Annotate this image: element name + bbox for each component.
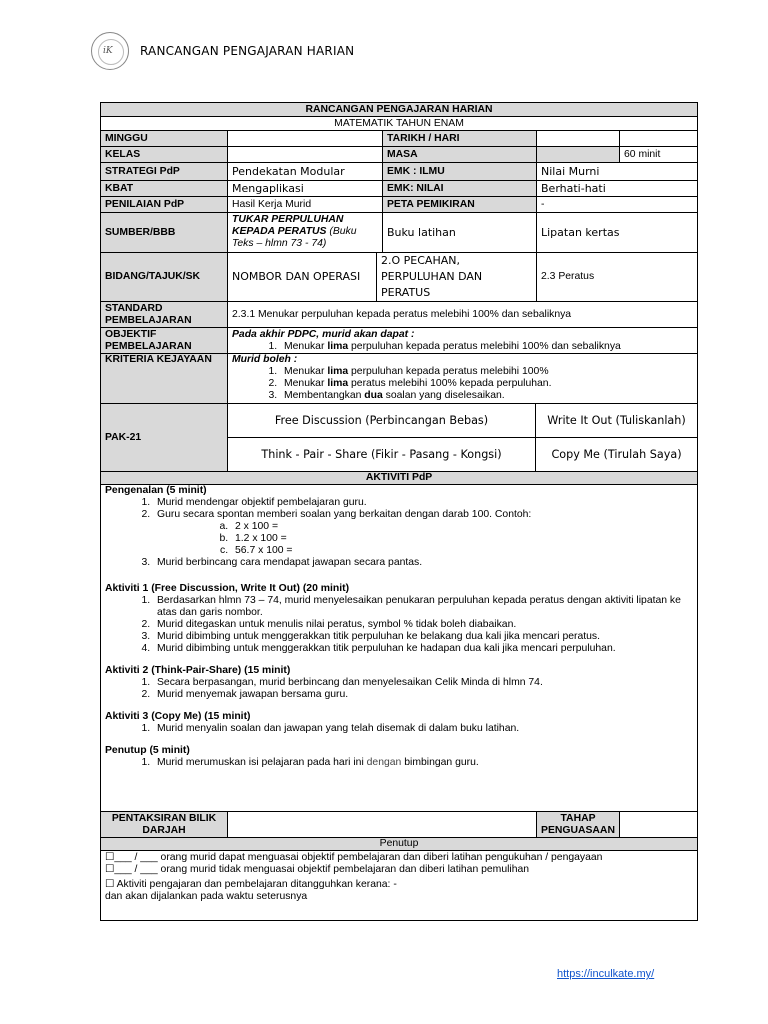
table-subtitle: MATEMATIK TAHUN ENAM bbox=[101, 117, 698, 131]
list-item: 1. Murid menyalin soalan dan jawapan yang telah disemak di dalam buku latihan. bbox=[153, 723, 693, 735]
pentaksiran-value bbox=[228, 812, 537, 838]
objektif-cell bbox=[228, 328, 698, 354]
lesson-plan-table bbox=[100, 102, 698, 921]
peta-value: - bbox=[537, 197, 698, 213]
kelas-value bbox=[228, 147, 383, 163]
strategi-label: STRATEGI PdP bbox=[101, 163, 228, 181]
kriteria-label: KRITERIA KEJAYAAN bbox=[101, 354, 228, 404]
penutup-list bbox=[105, 757, 693, 769]
kbat-label: KBAT bbox=[101, 181, 228, 197]
masa-blank bbox=[537, 147, 620, 163]
emk-nilai-value: Berhati-hati bbox=[537, 181, 698, 197]
kelas-label: KELAS bbox=[101, 147, 228, 163]
kriteria-item: 1. Menukar lima perpuluhan kepada peratus melebihi 100% bbox=[280, 366, 693, 378]
kriteria-list bbox=[232, 366, 693, 402]
pengenalan-list bbox=[105, 497, 693, 569]
pak-item-3: Think - Pair - Share (Fikir - Pasang - Kongsi) bbox=[228, 438, 536, 472]
penutup-cell bbox=[101, 851, 698, 921]
list-item: 1. Murid merumuskan isi pelajaran pada hari ini dengan bimbingan guru. bbox=[153, 757, 693, 769]
example-list bbox=[157, 521, 693, 557]
list-item: 3. Murid dibimbing untuk menggerakkan titik perpuluhan ke belakang dua kali jika mencari peratus. bbox=[153, 631, 693, 643]
inculkate-logo-icon: iK bbox=[91, 32, 129, 70]
penutup-header: Penutup bbox=[101, 838, 698, 851]
penilaian-value: Hasil Kerja Murid bbox=[228, 197, 383, 213]
pentaksiran-label: PENTAKSIRAN BILIK DARJAH bbox=[101, 812, 228, 838]
tarikh-value bbox=[537, 131, 620, 147]
kriteria-intro: Murid boleh : bbox=[232, 354, 298, 365]
pengenalan-title: Pengenalan (5 minit) bbox=[105, 485, 207, 496]
sumber-title: TUKAR PERPULUHAN KEPADA PERATUS bbox=[232, 214, 344, 237]
sumber-value-1 bbox=[228, 213, 383, 253]
assessment-line: ☐___ / ___ orang murid tidak menguasai objektif pembelajaran dan diberi latihan pemulihan bbox=[105, 864, 530, 875]
minggu-label: MINGGU bbox=[101, 131, 228, 147]
list-item: c. 56.7 x 100 = bbox=[231, 545, 693, 557]
list-item: 2. Murid menyemak jawapan bersama guru. bbox=[153, 689, 693, 701]
tarikh-label: TARIKH / HARI bbox=[383, 131, 537, 147]
sumber-book: (Buku Teks – hlmn 73 - 74) bbox=[232, 226, 357, 249]
aktiviti-3-list bbox=[105, 723, 693, 735]
footer-link[interactable]: https://inculkate.my/ bbox=[557, 968, 655, 980]
pak-item-2: Write It Out (Tuliskanlah) bbox=[536, 404, 698, 438]
aktiviti-2-list bbox=[105, 677, 693, 701]
list-item: 4. Murid dibimbing untuk menggerakkan titik perpuluhan ke hadapan dua kali jika mencari perpuluhan. bbox=[153, 643, 693, 655]
aktiviti-header: AKTIVITI PdP bbox=[101, 472, 698, 485]
aktiviti-3-title: Aktiviti 3 (Copy Me) (15 minit) bbox=[105, 711, 251, 722]
list-item: 3. Murid berbincang cara mendapat jawapan secara pantas. bbox=[153, 557, 693, 569]
kbat-value: Mengaplikasi bbox=[228, 181, 383, 197]
penutup-title: Penutup (5 minit) bbox=[105, 745, 190, 756]
sumber-value-3: Lipatan kertas bbox=[537, 213, 698, 253]
standard-label: STANDARD PEMBELAJARAN bbox=[101, 302, 228, 328]
kriteria-cell bbox=[228, 354, 698, 404]
objektif-item: 1. Menukar lima perpuluhan kepada peratus melebihi 100% dan sebaliknya bbox=[280, 341, 693, 353]
bidang-label: BIDANG/TAJUK/SK bbox=[101, 253, 228, 302]
bidang-value-3: 2.3 Peratus bbox=[537, 253, 698, 302]
list-item: 2. Murid ditegaskan untuk menulis nilai peratus, symbol % tidak boleh diabaikan. bbox=[153, 619, 693, 631]
list-item: 1. Murid mendengar objektif pembelajaran guru. bbox=[153, 497, 693, 509]
minggu-value bbox=[228, 131, 383, 147]
aktiviti-1-title: Aktiviti 1 (Free Discussion, Write It Out) (20 minit) bbox=[105, 583, 350, 594]
bidang-value-1: NOMBOR DAN OPERASI bbox=[228, 253, 377, 302]
table-title: RANCANGAN PENGAJARAN HARIAN bbox=[101, 103, 698, 117]
aktiviti-2-title: Aktiviti 2 (Think-Pair-Share) (15 minit) bbox=[105, 665, 291, 676]
pak-item-1: Free Discussion (Perbincangan Bebas) bbox=[228, 404, 536, 438]
aktiviti-1-list bbox=[105, 595, 693, 655]
pak-label: PAK-21 bbox=[101, 404, 228, 472]
tahap-label: TAHAP PENGUASAAN bbox=[537, 812, 620, 838]
objektif-label: OBJEKTIF PEMBELAJARAN bbox=[101, 328, 228, 354]
penilaian-label: PENILAIAN PdP bbox=[101, 197, 228, 213]
list-item: b. 1.2 x 100 = bbox=[231, 533, 693, 545]
masa-value: 60 minit bbox=[620, 147, 698, 163]
list-item: a. 2 x 100 = bbox=[231, 521, 693, 533]
document-header-title: RANCANGAN PENGAJARAN HARIAN bbox=[140, 44, 355, 58]
bidang-value-2: 2.O PECAHAN, PERPULUHAN DAN PERATUS bbox=[377, 253, 537, 302]
strategi-value: Pendekatan Modular bbox=[228, 163, 383, 181]
objektif-list bbox=[232, 341, 693, 353]
emk-ilmu-value: Nilai Murni bbox=[537, 163, 698, 181]
masa-label: MASA bbox=[383, 147, 537, 163]
aktiviti-content bbox=[101, 485, 698, 812]
standard-value: 2.3.1 Menukar perpuluhan kepada peratus melebihi 100% dan sebaliknya bbox=[228, 302, 698, 328]
peta-label: PETA PEMIKIRAN bbox=[383, 197, 537, 213]
list-item: 2. Guru secara spontan memberi soalan yang berkaitan dengan darab 100. Contoh: a. 2 x 100 = b. 1.2 x 100 = c. 56.7 x 100 = bbox=[153, 509, 693, 557]
sumber-value-2: Buku latihan bbox=[383, 213, 537, 253]
kriteria-item: 3. Membentangkan dua soalan yang diselesaikan. bbox=[280, 390, 693, 402]
assessment-line: dan akan dijalankan pada waktu seterusnya bbox=[105, 891, 308, 902]
list-item: 1. Secara berpasangan, murid berbincang dan menyelesaikan Celik Minda di hlmn 74. bbox=[153, 677, 693, 689]
list-item: 1. Berdasarkan hlmn 73 – 74, murid menyelesaikan penukaran perpuluhan kepada peratus dengan aktiviti lipatan ke atas dan garis nombor. bbox=[153, 595, 693, 619]
emk-ilmu-label: EMK : ILMU bbox=[383, 163, 537, 181]
assessment-line: ☐___ / ___ orang murid dapat menguasai objektif pembelajaran dan diberi latihan pengukuhan / pengayaan bbox=[105, 852, 603, 863]
sumber-label: SUMBER/BBB bbox=[101, 213, 228, 253]
tarikh-extra bbox=[620, 131, 698, 147]
tahap-value bbox=[620, 812, 698, 838]
pak-item-4: Copy Me (Tirulah Saya) bbox=[536, 438, 698, 472]
emk-nilai-label: EMK: NILAI bbox=[383, 181, 537, 197]
assessment-line: ☐ Aktiviti pengajaran dan pembelajaran ditangguhkan kerana: - bbox=[105, 879, 397, 890]
objektif-intro: Pada akhir PDPC, murid akan dapat : bbox=[232, 328, 415, 340]
kriteria-item: 2. Menukar lima peratus melebihi 100% kepada perpuluhan. bbox=[280, 378, 693, 390]
